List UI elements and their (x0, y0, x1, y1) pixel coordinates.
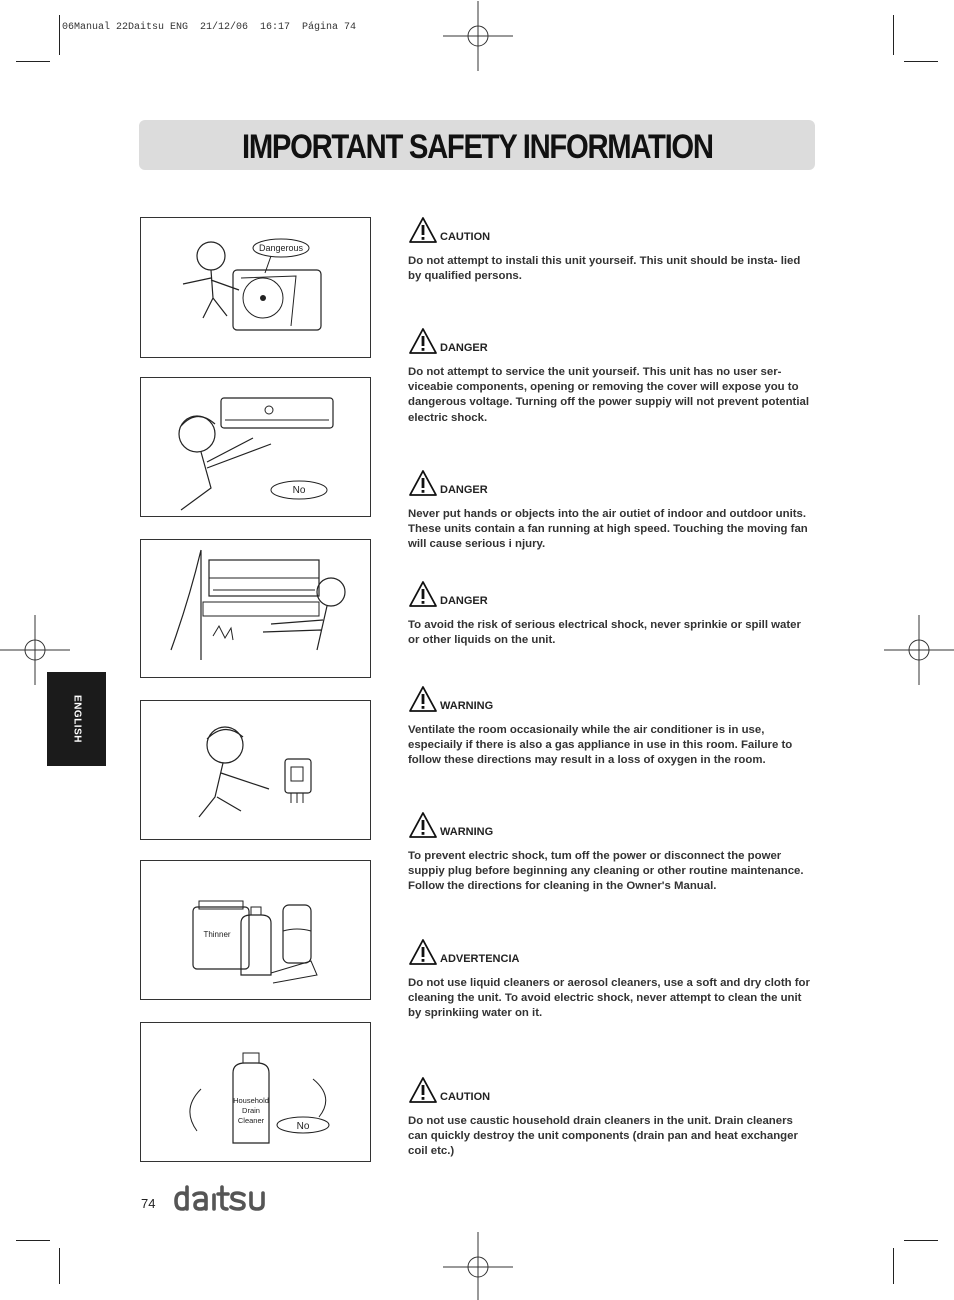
crop-mark (16, 61, 50, 62)
drain-cleaner-bottle-illustration (141, 1023, 370, 1161)
language-tab (47, 672, 106, 766)
notice-text: Do not attempt to instali this unit yourseif. This unit should be insta- lied by qualified persons. (408, 255, 801, 283)
registration-mark-icon (884, 615, 954, 685)
notice-danger-service (408, 325, 810, 426)
illustration-label: Drain (242, 1106, 260, 1115)
notice-text: Do not use liquid cleaners or aerosol cleaners, use a soft and dry cloth for cleaning the unit. To avoid electric shock, never attempt to clean the unit by sprinkiing water on it. (408, 977, 810, 1020)
person-at-gas-appliance-illustration (141, 701, 370, 839)
print-header: 06Manual 22Daitsu ENG 21/12/06 16:17 Página 74 (62, 22, 357, 33)
notice-header (408, 683, 810, 713)
notice-label: WARNING (440, 700, 494, 712)
warning-triangle-icon (408, 216, 438, 244)
notice-text: Do not use caustic household drain cleaners in the unit. Drain cleaners can quickly destroy the unit components (drain pan and heat exchanger coil etc.) (408, 1115, 798, 1158)
notice-caution-drain (408, 1074, 810, 1160)
notice-header (408, 809, 810, 839)
notice-text: Do not attempt to service the unit yourseif. This unit has no user ser- viceabie components, opening or removing the cover will expose you to dangerous voltage. Turning off the power suppiy will not prevent potential electric shock. (408, 366, 810, 424)
notice-warning-power (408, 809, 810, 895)
language-tab-label: ENGLISH (71, 695, 82, 743)
notice-header (408, 325, 810, 355)
title-bar (139, 120, 815, 170)
notice-header (408, 1074, 810, 1104)
page-title: IMPORTANT SAFETY INFORMATION (242, 128, 713, 166)
crop-mark (904, 1240, 938, 1241)
notice-label: WARNING (440, 826, 494, 838)
warning-triangle-icon (408, 469, 438, 497)
notice-label: DANGER (440, 595, 488, 607)
person-opening-outdoor-unit-illustration (141, 218, 370, 357)
hands-in-air-outlet-illustration (141, 540, 370, 677)
notice-warning-ventilate (408, 683, 810, 769)
notice-danger-water (408, 578, 810, 648)
crop-mark (16, 1240, 50, 1241)
notice-caution-installation (408, 214, 810, 284)
crop-mark (893, 15, 894, 55)
notice-text: Never put hands or objects into the air outiet of indoor and outdoor units. These units contain a fan running at high speed. Touching the moving fan will cause serious i njury. (408, 508, 808, 551)
illustration-label: Household (233, 1096, 269, 1105)
illustration-cleaning-chemicals (140, 860, 371, 1000)
warning-triangle-icon (408, 327, 438, 355)
illustration-label: No (292, 485, 306, 496)
illustration-installation (140, 217, 371, 358)
notice-label: CAUTION (440, 231, 491, 243)
notice-text: To avoid the risk of serious electrical shock, never sprinkie or spill water or other liquids on the unit. (408, 619, 801, 647)
warning-triangle-icon (408, 938, 438, 966)
crop-mark (59, 15, 60, 55)
illustration-label: Cleaner (237, 1116, 265, 1125)
notice-header (408, 214, 810, 244)
illustration-label: Dangerous (258, 243, 304, 253)
notice-label: ADVERTENCIA (440, 953, 520, 965)
notice-label: DANGER (440, 484, 488, 496)
thinner-and-cleaners-illustration (141, 861, 370, 999)
warning-triangle-icon (408, 1076, 438, 1104)
notice-header (408, 578, 810, 608)
crop-mark (893, 1248, 894, 1284)
warning-triangle-icon (408, 580, 438, 608)
registration-mark-icon (443, 1232, 513, 1300)
illustration-fan-outlet (140, 539, 371, 678)
notice-text: To prevent electric shock, tum off the power or disconnect the power suppiy plug before beginning any cleaning or other routine maintenance. Follow the directions for cleaning in the Owner's Manual. (408, 850, 804, 893)
notice-danger-fan (408, 467, 810, 553)
page-number: 74 (141, 1196, 156, 1211)
illustration-drain-cleaner (140, 1022, 371, 1162)
person-touching-indoor-unit-illustration (141, 378, 370, 516)
warning-triangle-icon (408, 811, 438, 839)
notice-header (408, 467, 810, 497)
crop-mark (904, 61, 938, 62)
daitsu-logo (173, 1184, 269, 1212)
warning-triangle-icon (408, 685, 438, 713)
illustration-label: Thinner (203, 930, 231, 939)
notice-header (408, 936, 810, 966)
notice-label: DANGER (440, 342, 488, 354)
notice-label: CAUTION (440, 1091, 491, 1103)
notice-advertencia-cleaners (408, 936, 810, 1022)
registration-mark-icon (443, 1, 513, 71)
illustration-service (140, 377, 371, 517)
notice-text: Ventilate the room occasionaily while the air conditioner is in use, especiaily if there is also a gas appliance in use in this room. Failure to follow these directions may result in a loss of oxygen in the room. (408, 724, 793, 767)
illustration-ventilate (140, 700, 371, 840)
illustration-label: No (296, 1121, 310, 1132)
crop-mark (59, 1248, 60, 1284)
